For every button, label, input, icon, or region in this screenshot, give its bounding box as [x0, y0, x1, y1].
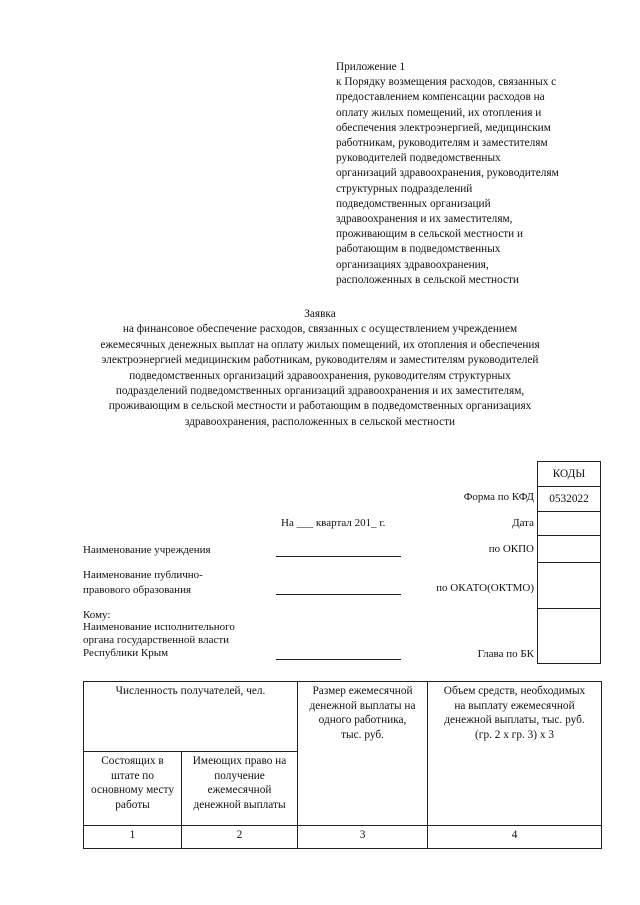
header-amount-line: тыс. руб.	[341, 728, 384, 741]
to-label: Кому:	[83, 609, 111, 621]
annex-line: расположенных в сельской местности	[336, 273, 519, 286]
annex-line: обеспечения электроэнергией, медицинским	[336, 121, 551, 134]
annex-line: здравоохранения и их заместителям,	[336, 213, 513, 226]
annex-line: Приложение 1	[336, 61, 406, 73]
codes-table	[537, 461, 601, 664]
title-line: подведомственных организаций здравоохранения, руководителям структурных	[129, 369, 511, 382]
col-number: 4	[428, 826, 602, 849]
annex-line: оплату жилых помещений, их отопления и	[336, 106, 542, 119]
title-line: проживающим в сельской местности и работающим в подведомственных организациях	[108, 400, 532, 413]
header-recipients: Численность получателей, чел.	[84, 682, 298, 752]
annex-line: подведомственных организаций	[336, 197, 491, 210]
title-line: на финансовое обеспечение расходов, связанных с осуществлением учреждением	[122, 323, 518, 336]
sub-header-staff	[84, 752, 182, 826]
header-amount-line: Размер ежемесячной	[312, 685, 413, 697]
annex-block	[336, 60, 616, 288]
col-number: 1	[84, 826, 182, 849]
annex-line: предоставлением компенсации расходов на	[336, 91, 545, 104]
annex-line: работникам, руководителям и заместителям	[336, 137, 548, 150]
annex-line: организаций здравоохранения, руководителям	[336, 167, 559, 180]
annex-line: организациях здравоохранения,	[336, 258, 489, 271]
form-kfd-code: 0532022	[538, 487, 601, 512]
sub-staff-line: основному месту	[91, 784, 174, 797]
document-title	[0, 307, 640, 430]
public-entity-label-2: правового образования	[83, 584, 192, 596]
institution-label: Наименование учреждения	[83, 544, 211, 556]
sub-entitled-line: денежной выплаты	[193, 798, 286, 811]
authority-label-1: Наименование исполнительного	[83, 621, 235, 633]
authority-label-3: Республики Крым	[83, 647, 169, 659]
institution-line	[276, 556, 401, 557]
header-volume-line: денежной выплаты, тыс. руб.	[444, 714, 585, 727]
okpo-label: по ОКПО	[488, 543, 534, 555]
annex-line: руководителей подведомственных	[336, 152, 501, 165]
okato-code-cell	[538, 563, 601, 609]
public-entity-label-1: Наименование публично-	[83, 569, 203, 581]
sub-staff-line: штате по	[111, 769, 154, 782]
quarter-text: На ___ квартал 201_ г.	[281, 517, 386, 529]
date-label: Дата	[512, 517, 534, 529]
public-entity-line	[276, 594, 401, 595]
okpo-code-cell	[538, 536, 601, 563]
sub-entitled-line: Имеющих право на	[192, 755, 287, 767]
header-volume	[428, 682, 602, 826]
main-table	[83, 681, 602, 849]
header-volume-line: (гр. 2 х гр. 3) х 3	[475, 728, 554, 741]
annex-line: структурных подразделений	[336, 182, 473, 195]
header-amount-line: денежной выплаты на	[309, 699, 416, 712]
header-volume-line: Объем средств, необходимых	[443, 685, 586, 697]
title-line: ежемесячных денежных выплат на оплату жилых помещений, их отопления и обеспечения	[100, 338, 540, 351]
glava-code-cell	[538, 609, 601, 664]
annex-line: к Порядку возмещения расходов, связанных с	[336, 76, 557, 89]
form-kfd-label: Форма по КФД	[463, 491, 534, 503]
col-number: 2	[182, 826, 298, 849]
annex-line: проживающим в сельской местности и	[336, 228, 524, 241]
header-amount-line: одного работника,	[318, 714, 407, 727]
sub-header-entitled	[182, 752, 298, 826]
header-volume-line: на выплату ежемесячной	[454, 699, 575, 712]
sub-staff-line: работы	[115, 798, 150, 811]
codes-header: КОДЫ	[538, 462, 601, 487]
sub-entitled-line: ежемесячной	[207, 784, 272, 797]
authority-label-2: органа государственной власти	[83, 634, 230, 646]
sub-entitled-line: получение	[214, 769, 265, 782]
col-number: 3	[298, 826, 428, 849]
annex-line: работающим в подведомственных	[336, 243, 501, 256]
sub-staff-line: Состоящих в	[101, 755, 164, 767]
title-line: подразделений подведомственных организаций здравоохранения и их заместителям,	[115, 385, 525, 398]
header-amount	[298, 682, 428, 826]
authority-line	[276, 659, 401, 660]
okato-label: по ОКАТО(ОКТМО)	[436, 582, 534, 594]
glava-label: Глава по БК	[477, 648, 534, 660]
title-line: электроэнергией медицинским работникам, руководителям и заместителям руководителей	[101, 354, 539, 367]
date-code-cell	[538, 512, 601, 536]
title-heading: Заявка	[304, 308, 336, 320]
title-line: здравоохранения, расположенных в сельской местности	[184, 415, 456, 428]
